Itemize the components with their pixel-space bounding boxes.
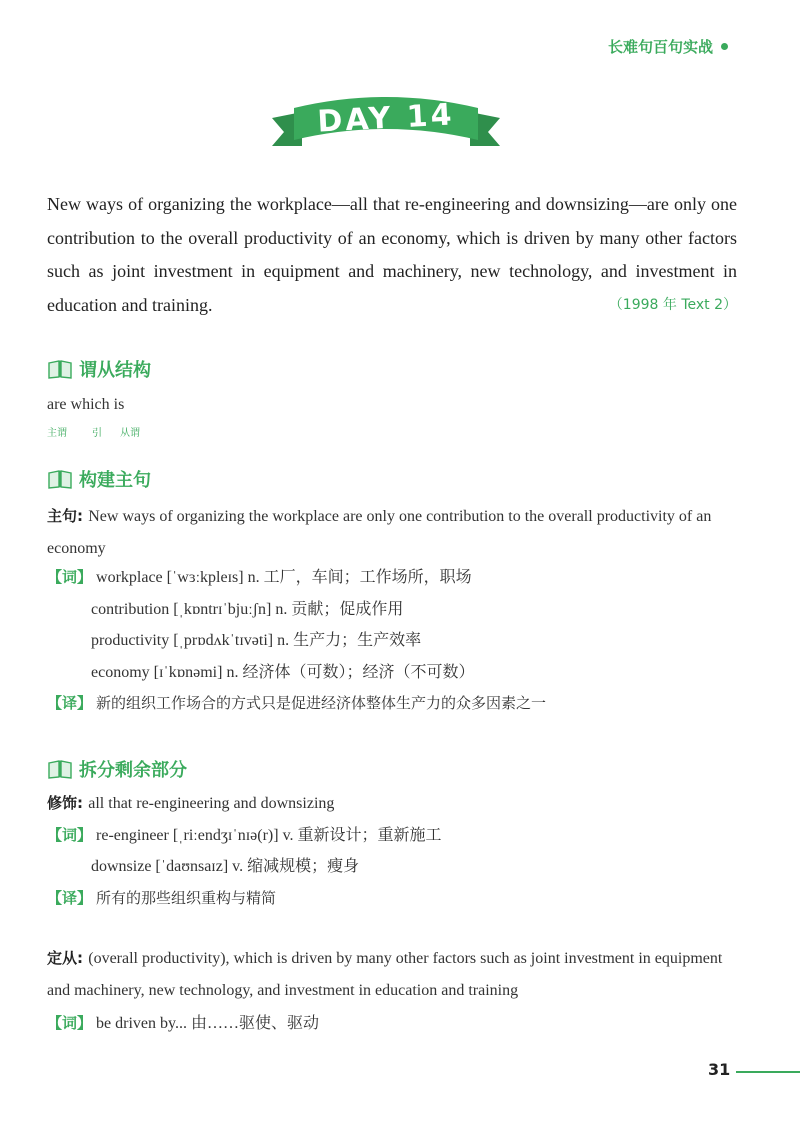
main-clause-label: 主句: [47, 507, 78, 525]
running-header: [608, 36, 728, 57]
tag-relative-pronoun: 引: [92, 428, 102, 439]
book-icon: [47, 469, 73, 489]
day-banner: [272, 88, 500, 152]
day-label: DAY 14: [316, 97, 456, 140]
vocab-item: contribution [ˌkɒntrɪˈbjuːʃn] n. 贡献；促成作用: [91, 600, 404, 618]
predicate-words: [47, 390, 737, 420]
attributive-clause: 定从: (overall productivity), which is driven by many other factors such as joint investment in equipment and machinery, new technology, and investment in education and training: [47, 949, 723, 999]
modifier-text: all that re-engineering and downsizing: [88, 795, 335, 812]
vocab-line: [47, 625, 737, 657]
modifier-label: 修饰: [47, 794, 78, 812]
vocab-item: downsize [ˈdaʊnsaɪz] v. 缩减规模；瘦身: [91, 858, 360, 875]
section-title-text: 谓从结构: [79, 360, 151, 381]
section-title-remainder: [47, 756, 187, 782]
vocab-tag: 【词】: [47, 568, 93, 586]
vocab-tag: 【词】: [47, 1014, 93, 1032]
main-sentence: [47, 188, 737, 322]
book-icon: [47, 759, 73, 779]
vocab-item: productivity [ˌprɒdʌkˈtɪvəti] n. 生产力；生产效率: [91, 632, 422, 649]
vocab-line: [47, 594, 737, 626]
word-is: is: [113, 396, 125, 413]
attributive-text: (overall productivity), which is driven by many other factors such as joint investment in equipment and machinery, new technology, and investment in education and training: [47, 950, 723, 999]
word-are: are: [47, 396, 67, 413]
main-clause-text: New ways of organizing the workplace are only one contribution to the overall productivity of an economy: [47, 508, 712, 557]
section-title-text: 构建主句: [79, 470, 151, 491]
section-title-text: 拆分剩余部分: [79, 760, 187, 781]
translation-line: [47, 883, 737, 915]
vocab-item: economy [ɪˈkɒnəmi] n. 经济体（可数）；经济（不可数）: [91, 663, 475, 681]
sentence-source: （1998 年 Text 2）: [608, 296, 737, 313]
section-title-predicate: [47, 356, 151, 382]
vocab-line: [47, 851, 737, 883]
modifier-line: 修饰: all that re-engineering and downsizing: [47, 794, 335, 812]
tag-clause-predicate: 从谓: [120, 428, 140, 439]
section-title-main-clause: [47, 466, 151, 492]
vocab-line: [47, 562, 737, 594]
vocab-item: be driven by... 由……驱使、驱动: [96, 1015, 319, 1032]
translation-text: 新的组织工作场合的方式只是促进经济体整体生产力的众多因素之一: [96, 694, 547, 712]
word-which: which: [70, 396, 110, 413]
vocab-item: workplace [ˈwɜːkpleɪs] n. 工厂，车间；工作场所，职场: [96, 569, 472, 586]
translation-text: 所有的那些组织重构与精简: [96, 888, 277, 907]
page-number: 31: [708, 1060, 731, 1079]
running-header-title: 长难句百句实战: [607, 38, 713, 56]
vocab-block-1: [47, 562, 737, 720]
sentence-text: New ways of organizing the workplace—all that re-engineering and downsizing—are only one contribution to the overall productivity of an economy, which is driven by many other factors such as joint investment in equipment and machinery, new technology, and investment in education and training.: [47, 194, 737, 315]
vocab-item: re-engineer [ˌriːendʒɪˈnɪə(r)] v. 重新设计；重新施工: [96, 826, 442, 844]
translation-tag: 【译】: [47, 888, 93, 907]
book-icon: [47, 359, 73, 379]
vocab-tag: 【词】: [47, 825, 93, 844]
attributive-label: 定从: [47, 949, 78, 967]
vocab-line-2: [47, 1008, 737, 1039]
header-dot-icon: [721, 43, 728, 50]
modifier-block: [47, 788, 737, 914]
translation-tag: 【译】: [47, 694, 93, 712]
footer-rule: [736, 1071, 800, 1073]
vocab-line: [47, 820, 737, 852]
translation-line: [47, 688, 737, 720]
main-clause: 主句: New ways of organizing the workplace are only one contribution to the overall productivity of an economy: [47, 507, 712, 557]
tag-main-predicate: 主谓: [47, 428, 67, 439]
vocab-line: [47, 657, 737, 689]
